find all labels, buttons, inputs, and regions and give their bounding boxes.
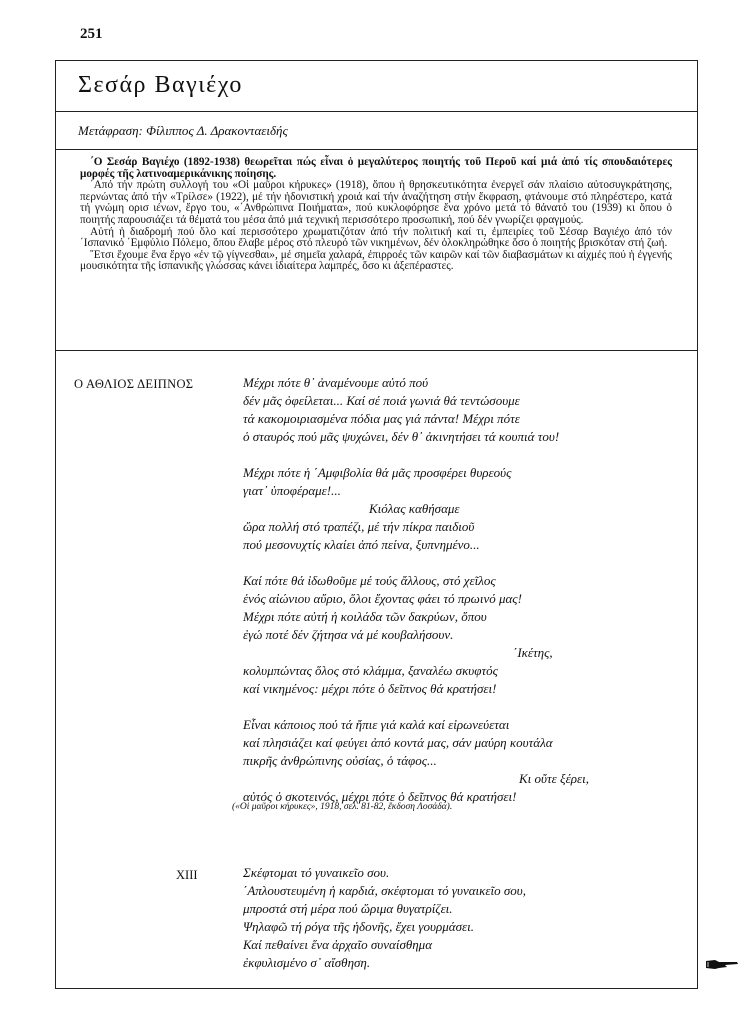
title-box (56, 61, 697, 112)
poem-line: καί νικημένος: μέχρι πότε ὁ δεῖπνος θά κρατήσει! (243, 681, 497, 696)
poem-line: Κι οὔτε ξέρει, (519, 771, 589, 786)
intro-paragraph: ΄Ο Σεσάρ Βαγιέχο (1892-1938) θεωρεῖται πώς εἶναι ὁ μεγαλύτερος ποιητής τοῦ Περοῦ καί μιά ἀπό τίς σπουδαιότερες μορφές τῆς λατινοαμερικάνικης ποίησης. (80, 156, 672, 180)
poem-body (243, 374, 663, 806)
pointing-hand-icon (705, 958, 739, 970)
poem-line: Εἶναι κάποιος πού τά ἤπιε γιά καλά καί εἰρωνεύεται (243, 717, 510, 732)
poem-line: ὥρα πολλή στό τραπέζι, μέ τήν πίκρα παιδιοῦ (243, 519, 475, 534)
poem-line: ΄Ικέτης, (513, 645, 553, 660)
poem-line: Μέχρι πότε αὐτή ἡ κοιλάδα τῶν δακρύων, ὅπου (243, 609, 487, 624)
intro-paragraph: ῞Ετσι ἔχουμε ἕνα ἔργο «ἐν τῷ γίγνεσθαι», μέ σημεῖα χαλαρά, ἐπιρροές τῶν καιρῶν καί τῶν διαβασμάτων κι αἰχμές πού ἡ ἐγγενής μουσικότητα τῆς ἰσπανικῆς γλώσσας κάνει ἰδιαίτερα λαμπρές, ὅσο κι ἀξεπέραστες. (80, 248, 672, 273)
intro-paragraph: ΄Από τήν πρώτη συλλογή του «Οἱ μαῦροι κήρυκες» (1918), ὅπου ἡ θρησκευτικότητα ἐνεργεῖ σάν πλαίσιο αὐτοσυγκράτησης, περνώντας ἀπό τήν «Τρίλσε» (1922), μέ τήν ἡδονιστική χροιά καί τήν ἀναζήτηση στήν ἔκφραση, φτάνουμε στό πληρέστερο, κατά τή γνώμη ορισ ιένων, ἔργο του, «΄Ανθρώπινα Ποιήματα», πού κυκλοφόρησε ἕνα χρόνο μετά τό θάνατό του (1939) κι ὅπου ὁ ποιητής παρουσιάζει τά θέματά του μέσα ἀπό μιά τεχνική περισσότερο προσωπική, πού δέν γνωρίζει φραγμούς. (80, 179, 672, 226)
poem-line: Σκέφτομαι τό γυναικεῖο σου. (243, 865, 390, 880)
poem-line: κολυμπώντας ὅλος στό κλάμμα, ξαναλέω σκυφτός (243, 663, 498, 678)
poem-line: ἑνός αἰώνιου αὔριο, ὅλοι ἔχοντας φάει τό πρωινό μας! (243, 591, 522, 606)
poem-line: ἐγώ ποτέ δέν ζήτησα νά μέ κουβαλήσουν. (243, 627, 454, 642)
poem-line: Καί πότε θά ἰδωθοῦμε μέ τούς ἄλλους, στό χεῖλος (243, 573, 496, 588)
poem-line: καί πλησιάζει καί φεύγει ἀπό κοντά μας, σάν μαύρη κουτάλα (243, 735, 553, 750)
intro-paragraph: Αὐτή ἡ διαδρομή πού ὅλο καί περισσότερο χρωματιζόταν ἀπό τήν πολιτική καί τι, ἐμπειρίες τοῦ Σέσαρ Βαγιέχο ἀπό τόν ΄Ισπανικό ΄Εμφύλιο Πόλεμο, ὅπου ἔλαβε μέρος στό πλευρό τῶν νικημένων, δέν ὁλοκληρώθηκε ὅσο ὁ ποιητής βρισκόταν στή ζωή. (80, 225, 672, 250)
poem-line: Καί πεθαίνει ἕνα ἀρχαῖο συναίσθημα (243, 937, 433, 952)
poem-line: πικρῆς ἀνθρώπινης οὐσίας, ὁ τάφος... (243, 753, 437, 768)
poem-line: μπροστά στή μέρα πού ὥριμα θυγατρίζει. (243, 901, 453, 916)
stanza-break (243, 554, 663, 572)
poem-line: δέν μᾶς ὀφείλεται... Καί σέ ποιά γωνιά θά τεντώσουμε (243, 393, 520, 408)
poem-line: Κιόλας καθήσαμε (369, 501, 460, 516)
section-number: XIII (176, 868, 198, 882)
poem-line: ἐκφυλισμένο σ᾽ αἴσθηση. (243, 955, 371, 970)
stanza-break (243, 698, 663, 716)
poem-line: ὁ σταυρός πού μᾶς ψυχώνει, δέν θ᾽ ἀκινητήσει τά κουπιά του! (243, 429, 560, 444)
poem-line: αὐτός ὁ σκοτεινός, μέχρι πότε ὁ δεῖπνος θά κρατήσει! (243, 789, 517, 804)
page-number: 251 (80, 26, 103, 42)
intro-text (80, 157, 672, 273)
article-title: Σεσάρ Βαγιέχο (78, 72, 243, 98)
poem-line: Μέχρι πότε θ᾽ ἀναμένουμε αὐτό πού (243, 375, 429, 390)
poem-line: γιατ᾽ ὑποφέραμε!... (243, 483, 341, 498)
poem-line: Ψηλαφῶ τή ρόγα τῆς ἡδονῆς, ἔχει γουρμάσει. (243, 919, 474, 934)
poem-line: ΄Απλουστευμένη ἡ καρδιά, σκέφτομαι τό γυναικεῖο σου, (243, 883, 527, 898)
source-citation: («Οἱ μαῦροι κήρυκες», 1918, σελ. 81-82, ἔκδοση Λοσάδα). (232, 802, 453, 812)
translator-credit: Μετάφραση: Φίλιππος Δ. Δρακονταειδής (78, 123, 288, 138)
poem-body (243, 864, 663, 972)
stanza-break (243, 446, 663, 464)
poem-line: Μέχρι πότε ἡ ΄Αμφιβολία θά μᾶς προσφέρει θυρεούς (243, 465, 512, 480)
poem-title: Ο ΑΘΛΙΟΣ ΔΕΙΠΝΟΣ (74, 377, 194, 391)
poem-line: πού μεσονυχτίς κλαίει ἀπό πείνα, ξυπνημένο... (243, 537, 480, 552)
intro-box (56, 149, 697, 351)
poem-line: τά κακομοιριασμένα πόδια μας γιά πάντα! Μέχρι πότε (243, 411, 520, 426)
